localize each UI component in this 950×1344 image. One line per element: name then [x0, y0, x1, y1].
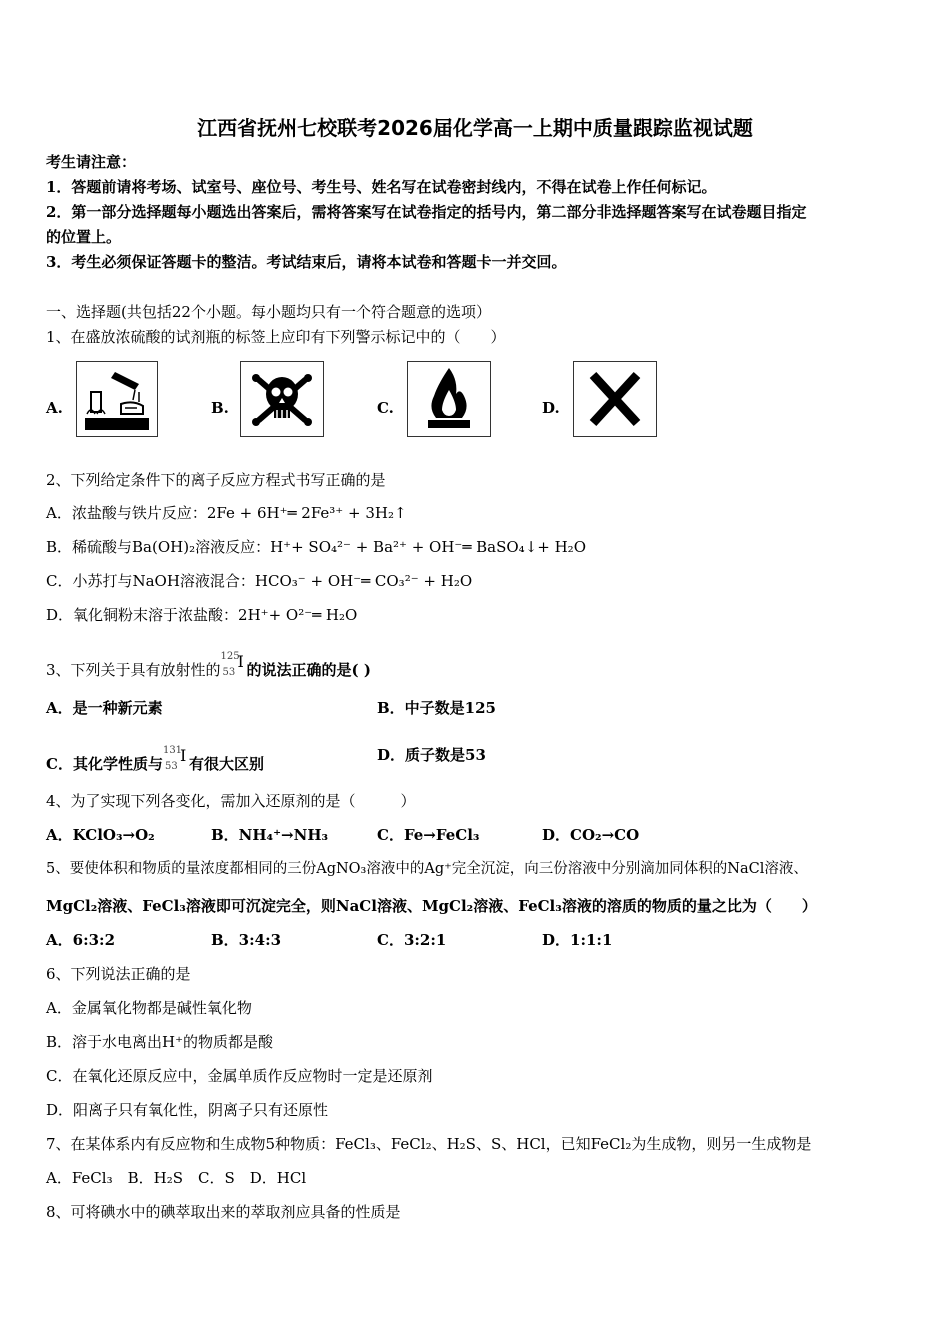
q3-option-b: B．中子数是125: [377, 699, 496, 717]
q2-option-a: A．浓盐酸与铁片反应：2Fe + 6H⁺═ 2Fe³⁺ + 3H₂↑: [46, 504, 407, 522]
q6-option-c: C．在氧化还原反应中，金属单质作反应物时一定是还原剂: [46, 1067, 433, 1085]
q6-option-a: A．金属氧化物都是碱性氧化物: [46, 999, 252, 1017]
q8-stem: 8、可将碘水中的碘萃取出来的萃取剂应具备的性质是: [46, 1203, 401, 1221]
iodine-131-isotope: [163, 745, 189, 775]
q7-stem: 7、在某体系内有反应物和生成物5种物质：FeCl₃、FeCl₂、H₂S、S、HCl，已知FeCl₂为生成物，则另一生成物是: [46, 1135, 812, 1153]
q5-option-d: D．1:1:1: [542, 931, 613, 949]
q5-option-b: B．3:4:3: [211, 931, 282, 949]
q3-option-c-suffix: 有很大区别: [188, 755, 264, 773]
q7-options: A．FeCl₃ B．H₂S C．S D．HCl: [46, 1169, 307, 1187]
corrosive-icon: [76, 361, 158, 437]
q4-option-a: A．KClO₃→O₂: [46, 826, 155, 844]
q2-option-d: D．氧化铜粉末溶于浓盐酸：2H⁺+ O²⁻═ H₂O: [46, 606, 358, 624]
skull-crossbones-icon: [240, 361, 324, 437]
q1-option-c-label: C.: [377, 399, 394, 417]
q4-stem: 4、为了实现下列各变化，需加入还原剂的是（ ）: [46, 792, 416, 810]
q3-option-a: A．是一种新元素: [46, 699, 163, 717]
q3-option-c-prefix: C．其化学性质与: [46, 755, 163, 773]
q4-option-c: C．Fe→FeCl₃: [377, 826, 480, 844]
iodine-125-isotope: [221, 651, 247, 681]
q5-stem-line2: MgCl₂溶液、FeCl₃溶液即可沉淀完全，则NaCl溶液、MgCl₂溶液、FeCl₃溶液的溶质的物质的量之比为（ ）: [46, 897, 817, 915]
q1-stem: 1、在盛放浓硫酸的试剂瓶的标签上应印有下列警示标记中的（ ）: [46, 328, 506, 346]
q1-option-a-label: A.: [46, 399, 63, 417]
isotope-mass-number: 131: [162, 745, 183, 756]
q1-option-b-label: B.: [211, 399, 229, 417]
notice-item-3: 3．考生必须保证答题卡的整洁。考试结束后，请将本试卷和答题卡一并交回。: [46, 253, 567, 271]
q5-option-a: A．6:3:2: [46, 931, 116, 949]
q2-option-b: B．稀硫酸与Ba(OH)₂溶液反应：H⁺+ SO₄²⁻ + Ba²⁺ + OH⁻═ BaSO₄↓+ H₂O: [46, 538, 586, 556]
notice-item-2b: 的位置上。: [46, 228, 122, 246]
isotope-atomic-number: 53: [222, 667, 236, 678]
notice-item-2a: 2．第一部分选择题每小题选出答案后，需将答案写在试卷指定的括号内，第二部分非选择题答案写在试卷题目指定: [46, 203, 807, 221]
q3-option-d: D．质子数是53: [377, 746, 486, 764]
q4-option-d: D．CO₂→CO: [542, 826, 640, 844]
q4-option-b: B．NH₄⁺→NH₃: [211, 826, 329, 844]
q5-stem-line1: 5、要使体积和物质的量浓度都相同的三份AgNO₃溶液中的Ag⁺完全沉淀，向三份溶液中分别滴加同体积的NaCl溶液、: [46, 861, 808, 877]
page-title: 江西省抚州七校联考2026届化学高一上期中质量跟踪监视试题: [197, 116, 753, 140]
q3-stem-prefix: 3、下列关于具有放射性的: [46, 661, 221, 679]
q6-stem: 6、下列说法正确的是: [46, 965, 191, 983]
notice-heading: 考生请注意：: [46, 153, 137, 171]
q3-stem-suffix: 的说法正确的是( ): [246, 661, 371, 679]
harmful-x-icon: [573, 361, 657, 437]
isotope-mass-number: 125: [220, 651, 240, 662]
q2-stem: 2、下列给定条件下的离子反应方程式书写正确的是: [46, 471, 386, 489]
q6-option-b: B．溶于水电离出H⁺的物质都是酸: [46, 1033, 274, 1051]
q1-option-d-label: D.: [542, 399, 560, 417]
q3-option-c: [46, 745, 264, 775]
q6-option-d: D．阳离子只有氧化性，阴离子只有还原性: [46, 1101, 329, 1119]
section-heading: 一、选择题(共包括22个小题。每小题均只有一个符合题意的选项）: [46, 303, 491, 321]
isotope-symbol: I: [237, 652, 244, 671]
q5-option-c: C．3:2:1: [377, 931, 447, 949]
flammable-icon: [407, 361, 491, 437]
q2-option-c: C．小苏打与NaOH溶液混合：HCO₃⁻ + OH⁻═ CO₃²⁻ + H₂O: [46, 572, 473, 590]
q3-stem: [46, 651, 371, 681]
notice-item-1: 1．答题前请将考场、试室号、座位号、考生号、姓名写在试卷密封线内，不得在试卷上作任何标记。: [46, 178, 717, 196]
isotope-atomic-number: 53: [164, 761, 178, 772]
isotope-symbol: I: [179, 746, 187, 765]
